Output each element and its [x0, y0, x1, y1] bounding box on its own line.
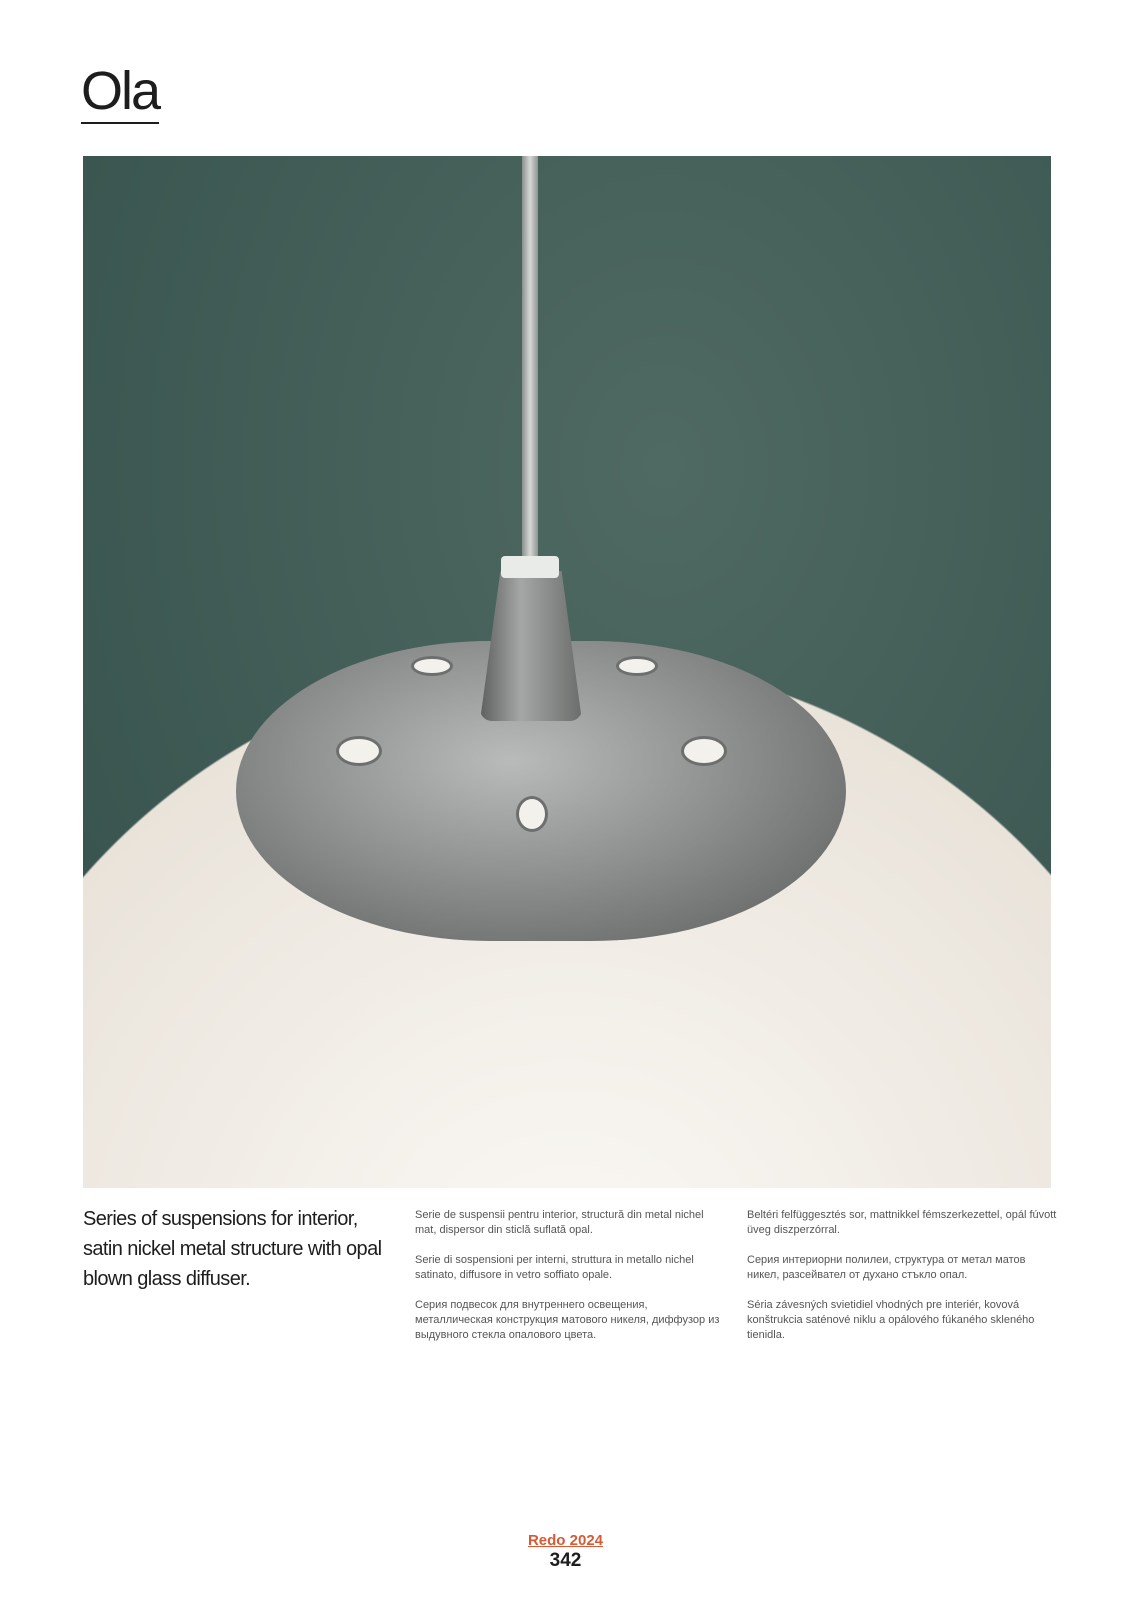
cord-holder [480, 571, 582, 721]
canopy-hole [516, 796, 548, 832]
catalog-brand-link[interactable]: Redo 2024 [527, 1532, 604, 1549]
suspension-cord [522, 156, 538, 566]
canopy-hole [616, 656, 658, 676]
description-english: Series of suspensions for interior, satin nickel metal structure with opal blown glass diffuser. [83, 1208, 382, 1290]
page-number: 342 [549, 1550, 582, 1571]
description-hu: Beltéri felfüggesztés sor, mattnikkel fémszerkezettel, opál fúvott üveg diszperzórral. [747, 1209, 1057, 1236]
description-bg: Серия интериорни полилеи, структура от метал матов никел, разсейвател от духано стъкло опал. [747, 1254, 1026, 1281]
description-sk: Séria závesných svietidiel vhodných pre interiér, kovová konštrukcia saténové niklu a opálového fúkaného skleného tienidla. [747, 1299, 1035, 1341]
cord-collar [501, 556, 559, 578]
page-title: Ola [81, 62, 159, 124]
product-photo [83, 156, 1051, 1188]
canopy-hole [681, 736, 727, 766]
description-ro: Serie de suspensii pentru interior, structură din metal nichel mat, dispersor din sticlă suflată opal. [415, 1209, 704, 1236]
translations-column-1 [415, 1208, 725, 1358]
canopy-hole [411, 656, 453, 676]
description-it: Serie di sospensioni per interni, struttura in metallo nichel satinato, diffusore in vetro soffiato opale. [415, 1254, 694, 1281]
canopy-hole [336, 736, 382, 766]
description-ru: Серия подвесок для внутреннего освещения, металлическая конструкция матового никеля, диффузор из выдувного стекла опалового цвета. [415, 1299, 720, 1341]
translations-column-2 [747, 1208, 1057, 1358]
